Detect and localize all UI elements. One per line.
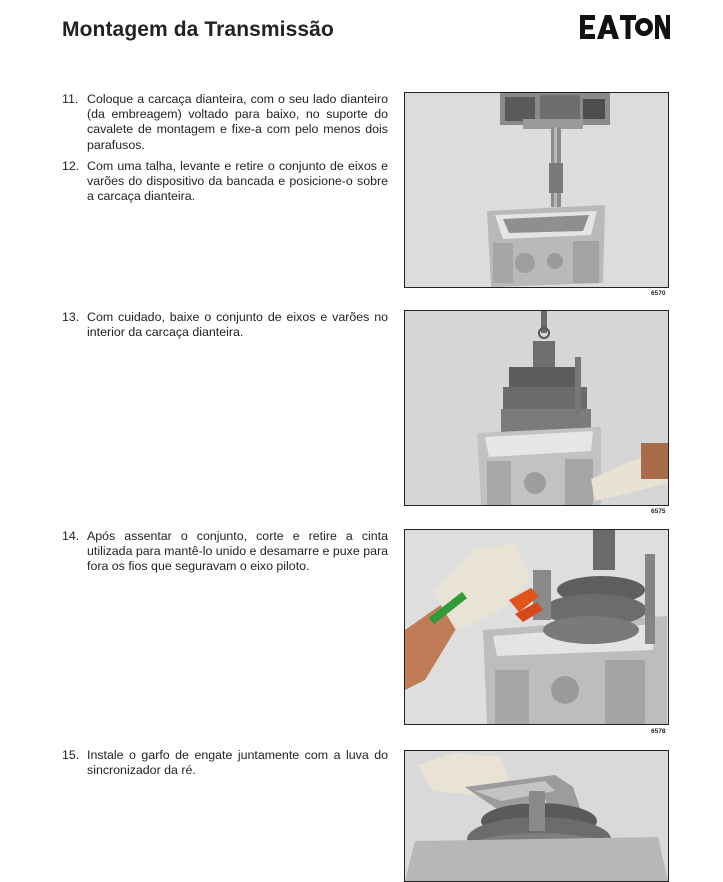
step-text: Instale o garfo de engate juntamente com a luva do sincronizador da ré. [87,748,388,778]
photo-cutting-strap [404,529,669,725]
step-text: Com cuidado, baixe o conjunto de eixos e varões no interior da carcaça dianteira. [87,310,388,340]
step-text: Coloque a carcaça dianteira, com o seu lado dianteiro (da embreagem) voltado para baixo, no suporte do cavalete de montagem e fixe-a com pelo menos dois parafusos. [87,92,388,152]
step-number: 12. [62,158,80,173]
step-number: 14. [62,529,80,543]
step-number: 15. [62,748,80,762]
step-text: Com uma talha, levante e retire o conjunto de eixos e varões do dispositivo da bancada e posicione-o sobre a carcaça dianteira. [87,158,388,204]
step-15 [62,748,388,784]
page-title: Montagem da Transmissão [62,18,334,41]
figure-number: 6575 [651,508,666,515]
figure-number: 6570 [651,290,666,297]
step-number: 11. [62,92,79,106]
step-number: 13. [62,310,80,324]
step-text: Após assentar o conjunto, corte e retire a cinta utilizada para mantê-lo unido e desamarre e puxe para fora os fios que seguravam o eixo piloto. [87,529,388,574]
step-14 [62,529,388,581]
step-13 [62,310,388,346]
photo-shift-fork [404,750,669,882]
eaton-logo [578,12,670,42]
steps-11-12 [62,92,388,210]
photo-lowering-assembly [404,310,669,506]
figure-number: 6578 [651,728,666,735]
photo-lifting-shaft-assembly [404,92,669,288]
